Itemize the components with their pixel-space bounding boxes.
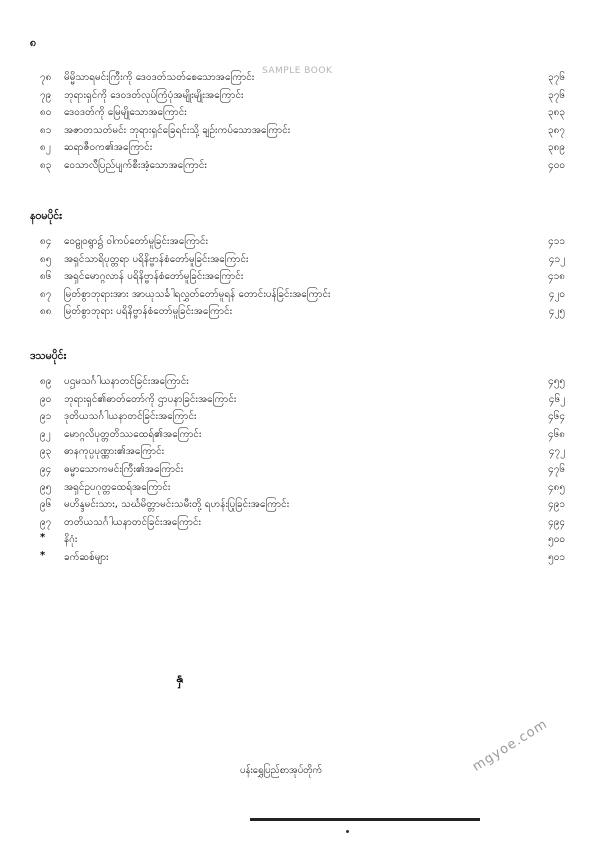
entry-title: ဘုရားရှင်၏ဓာတ်တော်ကို ဌာပနာခြင်းအကြောင်း (64, 393, 237, 405)
entry-number: ၈၂ (40, 142, 51, 154)
toc-entry (0, 460, 595, 478)
entry-page: ၄၇၂ (548, 446, 565, 458)
bottom-rule (250, 818, 480, 821)
toc-entry (0, 285, 595, 303)
toc-entry (0, 302, 595, 320)
entry-title: ဝေဠုဝရွာ၌ ဝါကပ်တော်မူခြင်းအကြောင်း (64, 236, 209, 247)
entry-title: မြတ်စွာဘုရားအား အာယုသင်္ခါရလွှတ်တော်မူရန် တောင်းပန်ခြင်းအကြောင်း (64, 288, 331, 300)
section-1 (0, 68, 595, 174)
entry-number: ၈၇ (40, 288, 52, 300)
entry-number: * (40, 549, 46, 561)
entry-page: ၃၇၆ (548, 89, 565, 101)
entry-page: ၄၂၀ (548, 288, 565, 300)
side-watermark: mgyoe.com (470, 716, 551, 775)
publisher-name: ပန်းရွှေပြည်စာအုပ်တိုက် (240, 765, 322, 776)
entry-number: ၉၄ (40, 463, 52, 475)
entry-number: ၉၂ (40, 428, 51, 440)
page-number: ၈ (30, 36, 37, 49)
toc-entry (0, 530, 595, 548)
toc-entry (0, 103, 595, 121)
entry-page: ၄၉၁ (548, 499, 565, 511)
toc-entry (0, 372, 595, 390)
entry-page: ၄၁၈ (548, 271, 565, 283)
entry-title: ဒုတိယသင်္ဂါယနာတင်ခြင်းအကြောင်း (64, 411, 197, 423)
entry-title: ဓာနကုပ္ပပုဏ္ဏား၏အကြောင်း (64, 446, 165, 458)
toc-entry (0, 121, 595, 139)
entry-number: ၈၁ (40, 124, 52, 136)
entry-number: ၉၅ (40, 481, 52, 493)
toc-entry (0, 250, 595, 268)
entry-title: အရှင်မောဂ္ဂလာန် ပရိနိဗ္ဗာန်စံတော်မူခြင်းအကြောင်း (64, 271, 244, 283)
entry-title: ဘုရားရှင်ကို ဒေဝဒတ်လုပ်ကြံပုံအမျိုးမျိုးအကြောင်း (64, 89, 244, 101)
toc-entry (0, 390, 595, 408)
entry-number: ၈၅ (40, 253, 52, 265)
entry-title: ခက်ဆစ်များ (64, 551, 109, 563)
entry-title: ဝေသာလီပြည်ပျက်စီးအံ့သောအကြောင်း (64, 159, 207, 171)
entry-page: ၄၀၀ (548, 159, 565, 171)
speck (346, 830, 349, 833)
entry-number: ၉၁ (40, 411, 52, 423)
entry-title: မောဂ္ဂလိပုတ္တတိဿထေရ်၏အကြောင်း (64, 428, 202, 440)
toc-entry (0, 86, 595, 104)
entry-number: ၈၃ (40, 159, 52, 171)
toc-entry (0, 68, 595, 86)
entry-number: ၈၆ (40, 271, 52, 283)
toc-entry (0, 442, 595, 460)
entry-title: အရှင်ဥပဂုတ္တထေရ်အကြောင်း (64, 481, 171, 493)
entry-title: တတိယသင်္ဂါယနာတင်ခြင်းအကြောင်း (64, 516, 202, 528)
entry-page: ၃၈၇ (548, 124, 565, 136)
entry-page: ၅၀၀ (548, 534, 565, 546)
entry-title: မဟိန္ဒမင်းသား, သင်္ဃမိတ္တာမင်းသမီးတို့ ရဟန်းပြုခြင်းအကြောင်း (64, 499, 290, 511)
entry-page: ၄၉၄ (548, 516, 565, 528)
entry-page: ၄၁၂ (548, 253, 565, 265)
entry-number: ၇၉ (40, 89, 52, 101)
entry-page: ၄၂၅ (548, 306, 565, 318)
entry-title: နိဂုံး (64, 534, 78, 546)
entry-page: ၄၆၄ (548, 411, 565, 423)
toc-entry (0, 156, 595, 174)
toc-entry (0, 548, 595, 566)
entry-title: ပဌမသင်္ဂါယနာတင်ခြင်းအကြောင်း (64, 376, 189, 387)
toc-entry (0, 425, 595, 443)
entry-page: ၄၅၅ (548, 376, 565, 387)
entry-page: ၄၁၁ (548, 236, 565, 247)
toc-entry (0, 495, 595, 513)
entry-title: ဒေဝဒတ်ကို မြေမျိုသောအကြောင်း (64, 107, 187, 119)
entry-page: ၅၀၁ (548, 551, 565, 563)
toc-entry (0, 267, 595, 285)
entry-page: ၄၈၅ (548, 481, 565, 493)
toc-entry (0, 232, 595, 250)
entry-title: အရှင်သာရိပုတ္တရာ ပရိနိဗ္ဗာန်စံတော်မူခြင်းအကြောင်း (64, 253, 249, 265)
entry-title: မြတ်စွာဘုရား ပရိနိဗ္ဗာန်စံတော်မူခြင်းအကြောင်း (64, 306, 233, 318)
entry-page: ၃၈၉ (548, 142, 565, 154)
entry-title: ဓမ္မာသောကမင်းကြီး၏အကြောင်း (64, 463, 184, 475)
watermark: SAMPLE BOOK (262, 66, 333, 76)
toc-entry (0, 478, 595, 496)
entry-page: ၄၆၈ (548, 428, 565, 440)
section-title: နဝမပိုင်း (30, 210, 62, 222)
ornament: နှ (176, 670, 184, 686)
entry-number: ၉၀ (40, 393, 52, 405)
entry-page: ၃၈၃ (548, 107, 565, 119)
entry-number: * (40, 532, 46, 544)
section-3 (0, 372, 595, 566)
toc-entry (0, 407, 595, 425)
entry-title: ဆရာဇီဝက၏အကြောင်း (64, 142, 153, 154)
section-title: ဒသမပိုင်း (30, 350, 67, 362)
entry-number: ၉၇ (40, 516, 52, 528)
entry-number: ၈၈ (40, 306, 52, 318)
toc-entry (0, 513, 595, 531)
entry-title: မိမ္မိသာရမင်းကြီးကို ဒေဝဒတ်သတ်စေသောအကြောင်း (64, 72, 255, 83)
entry-title: အဇာတသတ်မင်း ဘုရားရှင်ခြေရင်းသို့ ချဉ်းကပ်သောအကြောင်း (64, 124, 291, 136)
entry-number: ၈၉ (40, 376, 52, 387)
entry-number: ၈၄ (40, 236, 52, 247)
section-2 (0, 232, 595, 320)
entry-number: ၉၆ (40, 499, 52, 511)
entry-page: ၄၇၆ (548, 463, 565, 475)
entry-page: ၃၇၆ (548, 72, 565, 83)
entry-number: ၉၃ (40, 446, 52, 458)
entry-number: ၈၀ (40, 107, 52, 119)
entry-page: ၄၆၂ (548, 393, 565, 405)
toc-entry (0, 138, 595, 156)
entry-number: ၇၈ (40, 72, 52, 83)
